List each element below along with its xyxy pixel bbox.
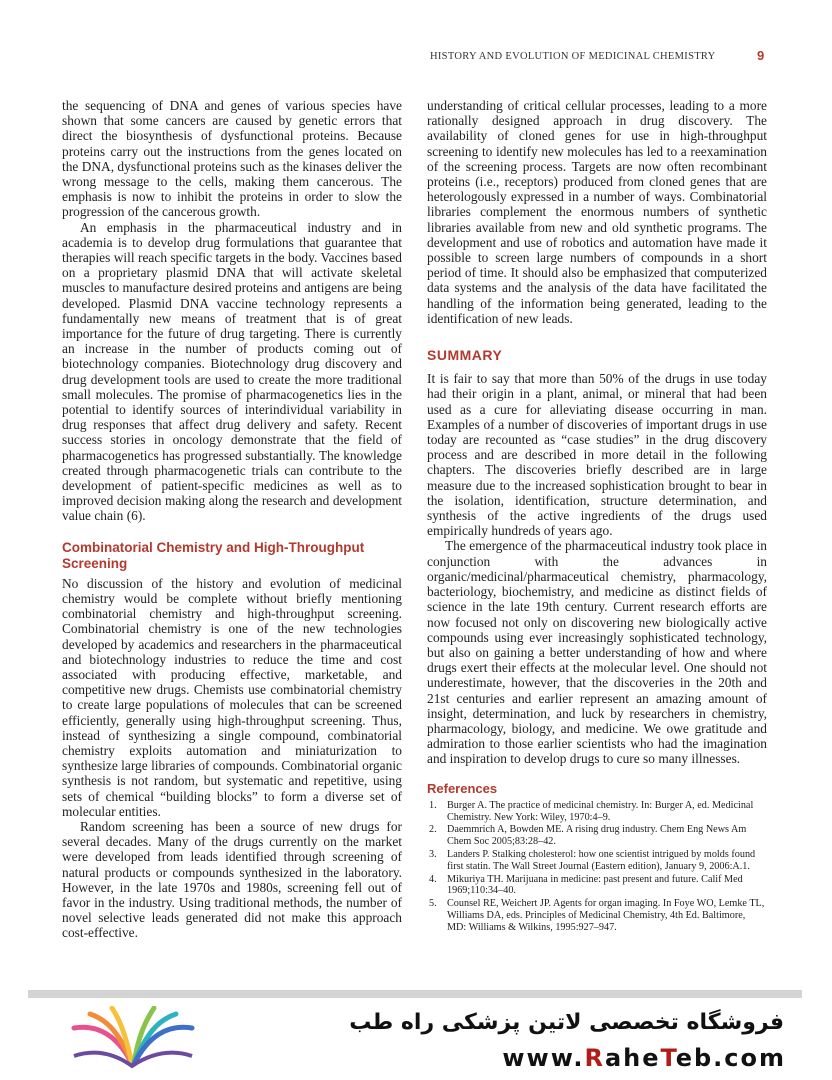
watermark-footer: [0, 998, 832, 1080]
url-prefix: www.: [502, 1044, 585, 1072]
paragraph: No discussion of the history and evolution of medicinal chemistry would be complete without briefly mentioning combinatorial chemistry and high-throughput screening. Combinatorial chemistry is one of the new technologies developed by academics and researchers in the pharmaceutical and biotechnology industries to reduce the time and cost associated with producing effective, marketable, and competitive new drugs. Chemists use combinatorial chemistry to create large populations of molecules that can be screened efficiently, generally using high-throughput screening. Thus, instead of synthesizing a single compound, combinatorial chemistry exploits automation and miniaturization to synthesize large libraries of compounds. Combinatorial organic synthesis is not random, but systematic and repetitive, using sets of chemical “building blocks” to form a diverse set of molecular entities.: [62, 575, 402, 819]
scan-edge-band: [28, 990, 802, 998]
page-header: [0, 48, 832, 68]
open-book-logo-icon: [68, 1006, 198, 1070]
running-head: HISTORY AND EVOLUTION OF MEDICINAL CHEMISTRY: [430, 51, 716, 62]
page-number: 9: [757, 48, 765, 63]
url-suffix: .com: [713, 1044, 786, 1072]
url-part: eb: [675, 1044, 714, 1072]
reference-number: 1.: [429, 799, 437, 811]
reference-number: 5.: [429, 898, 437, 910]
reference-number: 2.: [429, 824, 437, 836]
reference-item: [427, 849, 767, 873]
url-brand-letter: T: [660, 1044, 676, 1072]
url-part: ahe: [604, 1044, 661, 1072]
url-brand-letter: R: [584, 1044, 605, 1072]
paragraph: The emergence of the pharmaceutical industry took place in conjunction with the advances in organic/medicinal/pharmaceutical chemistry, pharmacology, bacteriology, biochemistry, and medicine as distinct fields of science in the late 19th century. Current research efforts are now focused not only on discovering new biologically active compounds using ever increasingly sophisticated technology, but also on gaining a better understanding of how and where drugs exert their effects at the molecular level. One should not underestimate, however, that the discoveries in the 20th and 21st centuries and earlier represent an amazing amount of insight, determination, and luck by researchers in chemistry, pharmacology, biology, and medicine. We owe gratitude and admiration to those earlier scientists who had the imagination and inspiration to develop drugs to cure so many illnesses.: [427, 538, 767, 767]
right-column: [427, 98, 767, 935]
reference-item: [427, 824, 767, 848]
store-url: [502, 1044, 786, 1072]
paragraph: understanding of critical cellular processes, leading to a more rationally designed approach in drug discovery. The availability of cloned genes for use in high-throughput screening to identify new molecules has led to a reexamination of the screening process. Targets are now often recombinant proteins (i.e., receptors) produced from cloned genes that are heterologously expressed in a number of ways. Combinatorial libraries complement the enormous numbers of synthetic libraries available from new and old synthetic programs. The development and use of robotics and automation have made it possible to screen large numbers of compounds in a short period of time. It should also be emphasized that computerized data systems and the analysis of the data have facilitated the handling of the information being generated, leading to the identification of new leads.: [427, 98, 767, 326]
reference-number: 3.: [429, 848, 437, 860]
reference-text: Mikuriya TH. Marijuana in medicine: past present and future. Calif Med 1969;110:34–40.: [447, 873, 743, 897]
reference-item: [427, 898, 767, 933]
reference-text: Counsel RE, Weichert JP. Agents for organ imaging. In Foye WO, Lemke TL, Williams DA, eds. Principles of Medicinal Chemistry, 4th Ed. Baltimore, MD: Williams & Wilkins, 1995:927–947.: [447, 898, 765, 933]
left-column: [62, 98, 402, 941]
reference-item: [427, 874, 767, 898]
reference-text: Daemmrich A, Bowden ME. A rising drug industry. Chem Eng News Am Chem Soc 2005;83:28–42.: [447, 824, 747, 848]
paragraph: It is fair to say that more than 50% of the drugs in use today had their origin in a plant, animal, or mineral that had been used as a cure for alleviating disease occurring in man. Examples of a number of discoveries of important drugs in use today are recounted as “case studies” in the drug discovery process and are described in more detail in the following chapters. The discoveries briefly described are in large measure due to the increased sophistication brought to bear in the isolation, identification, structure determination, and synthesis of the active ingredients of the drugs used empirically hundreds of years ago.: [427, 371, 767, 539]
reference-text: Landers P. Stalking cholesterol: how one scientist intrigued by molds found first statin. The Wall Street Journal (Eastern edition), January 9, 2006:A.1.: [447, 848, 756, 872]
reference-list: [427, 800, 767, 934]
paragraph: An emphasis in the pharmaceutical industry and in academia is to develop drug formulations that guarantee that therapies will reach specific targets in the body. Vaccines based on a proprietary plasmid DNA that will activate skeletal muscles to manufacture desired proteins and antigens are being developed. Plasmid DNA vaccine technology represents a fundamentally new means of treatment that is of great importance for the future of drug targeting. There is currently an increase in the number of products coming out of biotechnology companies. Biotechnology drug discovery and drug development tools are used to create the more traditional small molecules. The promise of pharmacogenetics lies in the potential to identify sources of interindividual variability in drug responses that affect drug delivery and safety. Recent success stories in oncology demonstrate that the field of pharmacogenetics has progressed substantially. The knowledge created through pharmacogenetic trials can contribute to the development of patient-specific medicines as well as to improved decision making along the research and development value chain (6).: [62, 219, 402, 524]
reference-item: [427, 800, 767, 824]
section-heading-combinatorial: Combinatorial Chemistry and High-Throughput Screening: [62, 539, 365, 571]
reference-number: 4.: [429, 873, 437, 885]
reference-text: Burger A. The practice of medicinal chemistry. In: Burger A, ed. Medicinal Chemistry. New York: Wiley, 1970:4–9.: [447, 799, 754, 823]
summary-heading: SUMMARY: [427, 347, 503, 364]
references-heading: References: [427, 780, 498, 796]
store-name: فروشگاه تخصصی لاتین پزشکی راه طب: [349, 1010, 784, 1035]
paragraph: Random screening has been a source of new drugs for several decades. Many of the drugs currently on the market were developed from leads identified through screening of natural products or compounds synthesized in the laboratory. However, in the late 1970s and 1980s, screening fell out of favor in the industry. Using traditional methods, the number of novel selective leads generated did not make this approach cost-effective.: [62, 818, 402, 941]
paragraph: the sequencing of DNA and genes of various species have shown that some cancers are caused by genetic errors that direct the biosynthesis of dysfunctional proteins. Because proteins carry out the instructions from the genes located on the DNA, dysfunctional proteins such as the kinases deliver the wrong message to the cells, making them cancerous. The emphasis is now to inhibit the proteins in order to slow the progression of the cancerous growth.: [62, 98, 402, 220]
